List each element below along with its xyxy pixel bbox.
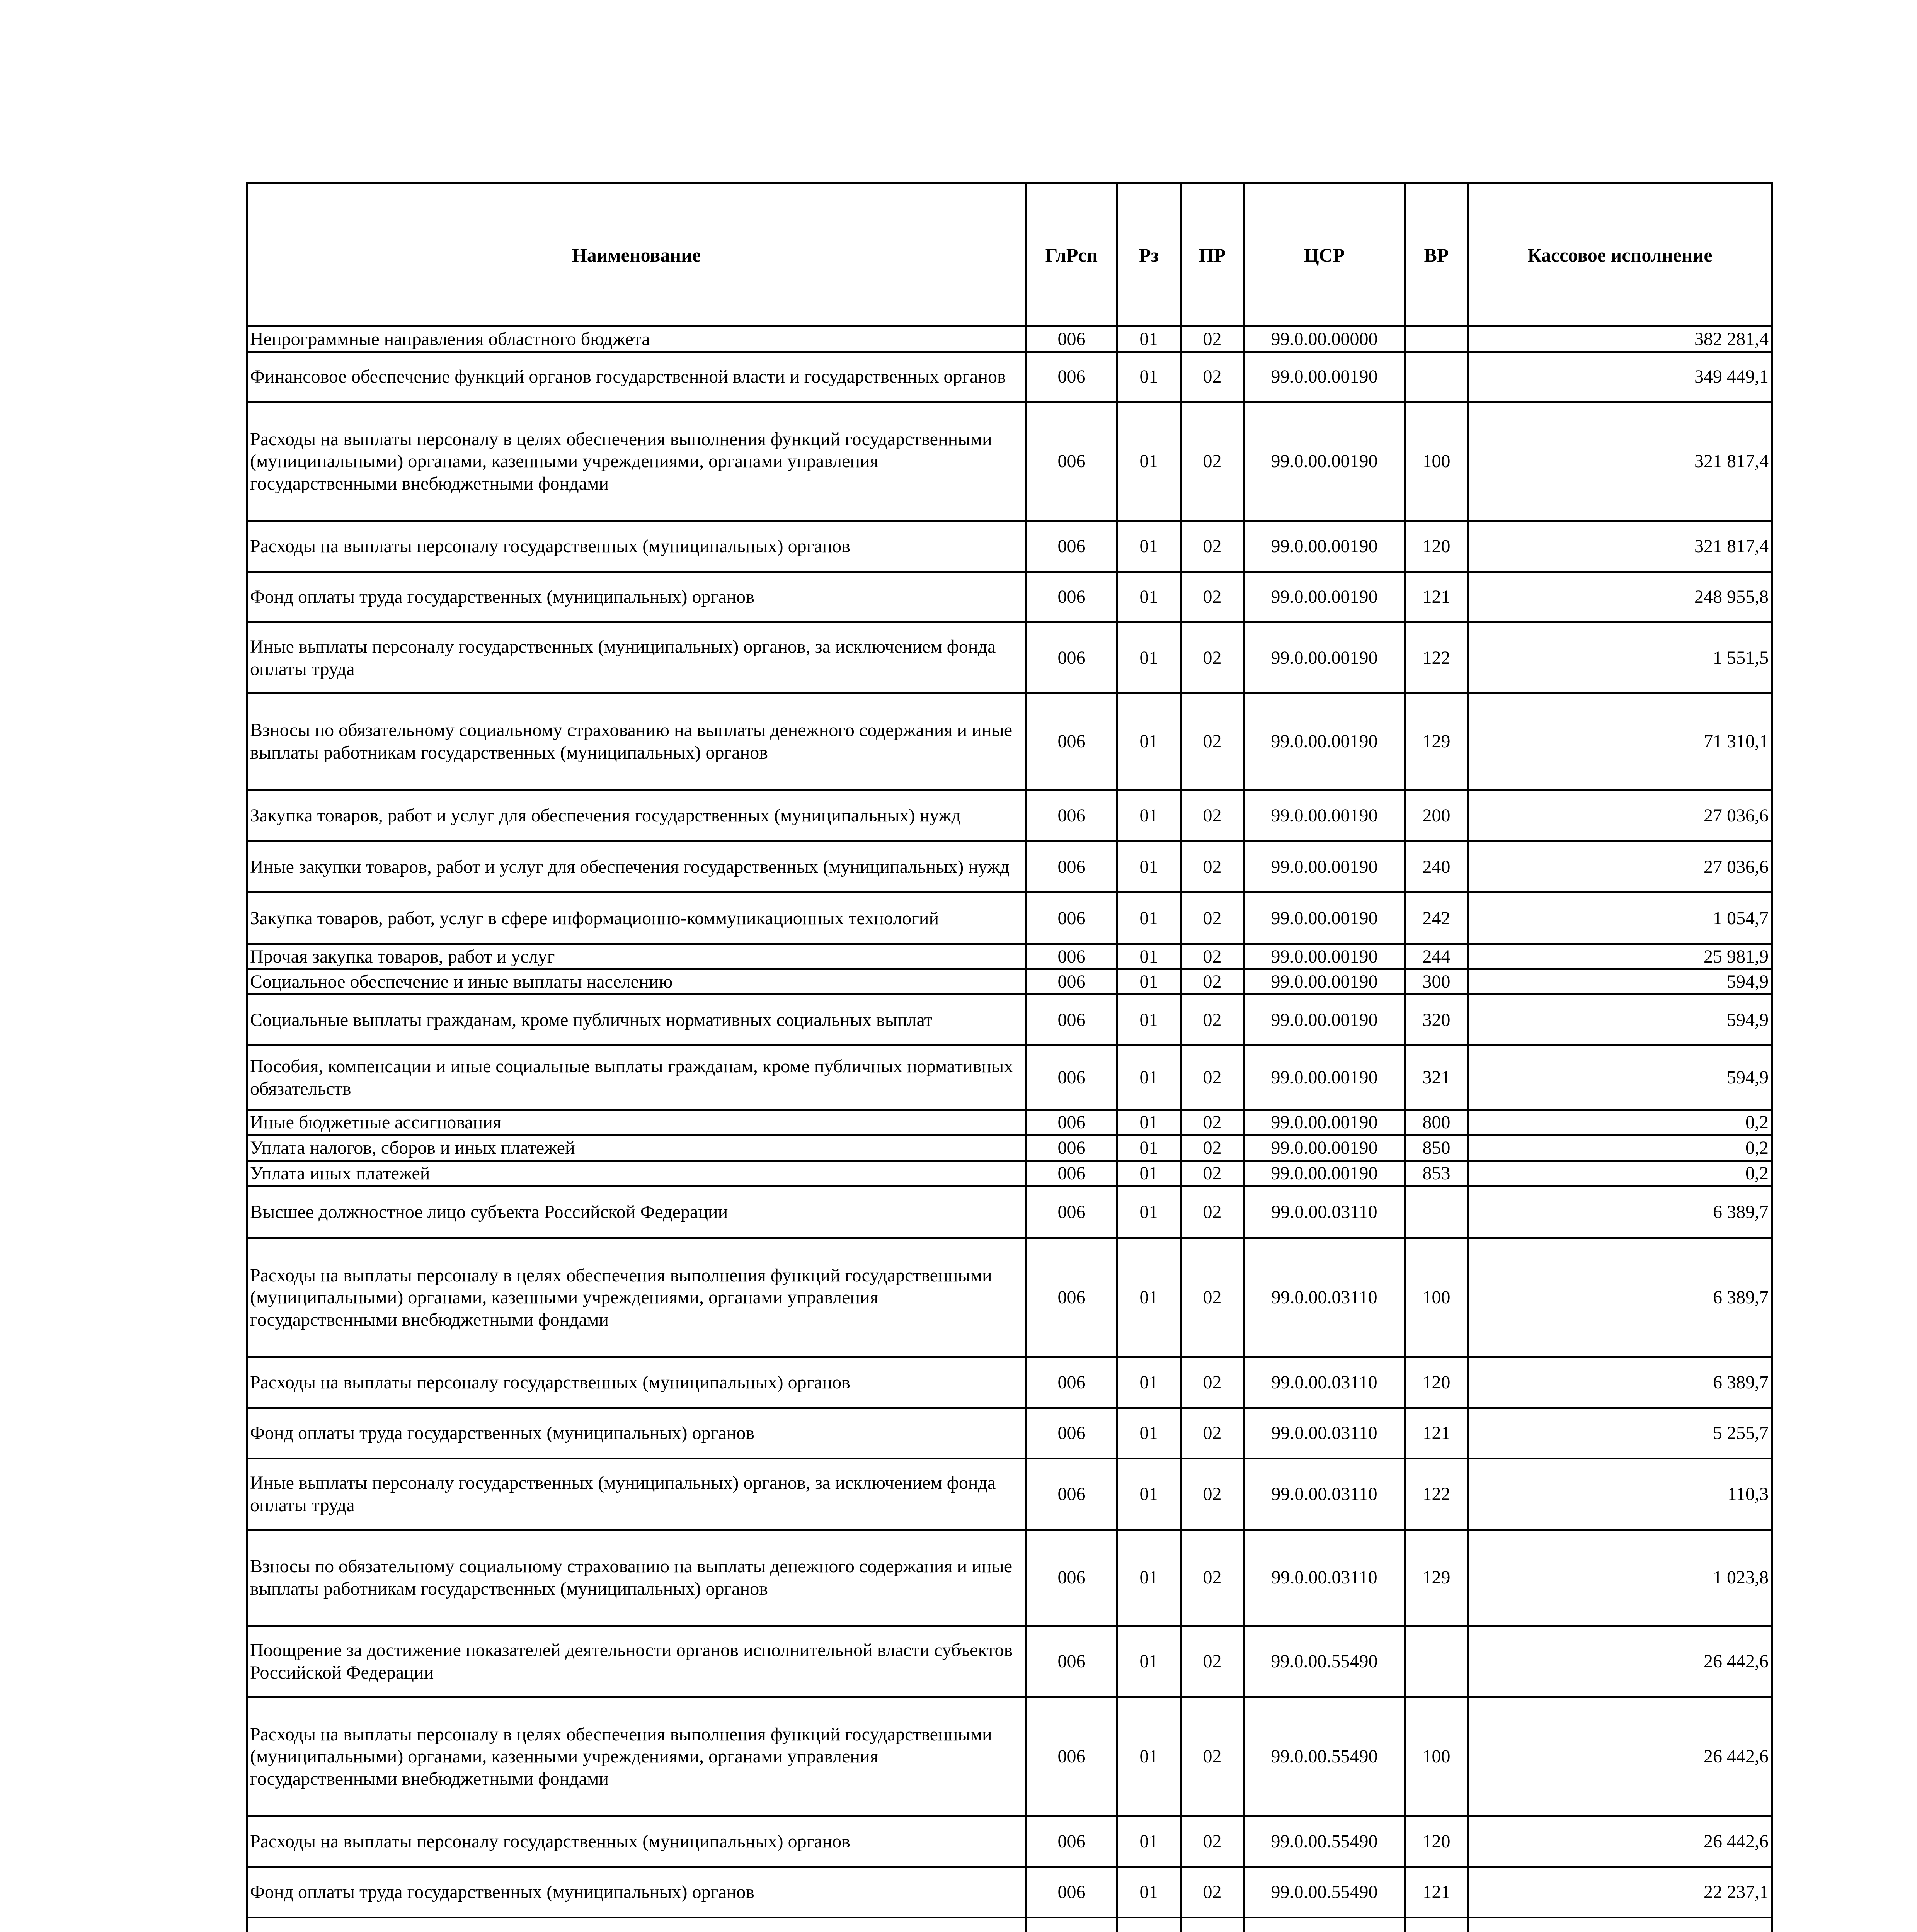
row-rz: 01 (1117, 1046, 1181, 1110)
row-csr: 99.0.00.00190 (1244, 1046, 1405, 1110)
table-row (247, 1186, 1772, 1238)
row-vr: 122 (1405, 1459, 1468, 1530)
row-name: Расходы на выплаты персоналу в целях обеспечения выполнения функций государственными (муниципальными) органами, казенными учреждениями, органами управления государственными внебюджетными фондами (247, 1697, 1026, 1816)
row-csr: 99.0.00.00190 (1244, 694, 1405, 790)
budget-execution-table (246, 182, 1773, 1932)
row-glrsp: 006 (1026, 969, 1117, 995)
table-row (247, 327, 1772, 352)
header-glrsp: ГлРсп (1026, 184, 1117, 327)
row-vr: 122 (1405, 622, 1468, 694)
row-amount: 248 955,8 (1468, 572, 1772, 622)
row-name: Социальные выплаты гражданам, кроме публичных нормативных социальных выплат (247, 995, 1026, 1046)
row-vr: 121 (1405, 1408, 1468, 1459)
row-glrsp: 006 (1026, 521, 1117, 572)
row-pr: 02 (1181, 1110, 1244, 1135)
row-amount: 0,2 (1468, 1110, 1772, 1135)
row-glrsp: 006 (1026, 1357, 1117, 1408)
row-pr: 02 (1181, 402, 1244, 521)
row-pr: 02 (1181, 1046, 1244, 1110)
row-name: Расходы на выплаты персоналу в целях обеспечения выполнения функций государственными (муниципальными) органами, казенными учреждениями, органами управления государственными внебюджетными фондами (247, 1238, 1026, 1357)
row-vr (1405, 352, 1468, 402)
row-rz: 01 (1117, 1357, 1181, 1408)
row-pr: 02 (1181, 521, 1244, 572)
row-rz: 01 (1117, 521, 1181, 572)
row-name: Закупка товаров, работ и услуг для обеспечения государственных (муниципальных) нужд (247, 790, 1026, 842)
row-rz: 01 (1117, 622, 1181, 694)
row-pr: 02 (1181, 1408, 1244, 1459)
row-amount: 0,2 (1468, 1135, 1772, 1161)
row-glrsp: 006 (1026, 352, 1117, 402)
row-vr: 100 (1405, 402, 1468, 521)
row-pr: 02 (1181, 1186, 1244, 1238)
row-name: Взносы по обязательному социальному страхованию на выплаты денежного содержания и иные выплаты работникам государственных (муниципальных) органов (247, 1530, 1026, 1626)
row-amount: 6 389,7 (1468, 1238, 1772, 1357)
table-row (247, 1626, 1772, 1697)
row-vr: 244 (1405, 944, 1468, 969)
row-name: Непрограммные направления областного бюджета (247, 327, 1026, 352)
row-csr: 99.0.00.00190 (1244, 969, 1405, 995)
row-csr: 99.0.00.00190 (1244, 521, 1405, 572)
row-pr: 02 (1181, 694, 1244, 790)
row-pr: 02 (1181, 1459, 1244, 1530)
row-vr: 200 (1405, 790, 1468, 842)
row-glrsp: 006 (1026, 1626, 1117, 1697)
row-name: Расходы на выплаты персоналу государственных (муниципальных) органов (247, 1357, 1026, 1408)
row-rz: 01 (1117, 1186, 1181, 1238)
table-row (247, 1459, 1772, 1530)
row-pr: 02 (1181, 842, 1244, 893)
row-vr (1405, 1186, 1468, 1238)
row-glrsp: 006 (1026, 1697, 1117, 1816)
row-vr: 320 (1405, 995, 1468, 1046)
row-glrsp: 006 (1026, 622, 1117, 694)
row-rz: 01 (1117, 327, 1181, 352)
table-row (247, 1408, 1772, 1459)
table-row (247, 622, 1772, 694)
row-rz: 01 (1117, 1697, 1181, 1816)
row-name (247, 1918, 1026, 1932)
row-vr: 321 (1405, 1046, 1468, 1110)
row-name: Иные выплаты персоналу государственных (муниципальных) органов, за исключением фонда оплаты труда (247, 622, 1026, 694)
row-vr: 120 (1405, 1357, 1468, 1408)
row-vr (1405, 327, 1468, 352)
table-row (247, 1238, 1772, 1357)
table-row (247, 842, 1772, 893)
row-name: Социальное обеспечение и иные выплаты населению (247, 969, 1026, 995)
row-csr: 99.0.00.00190 (1244, 893, 1405, 944)
row-csr: 99.0.00.03110 (1244, 1238, 1405, 1357)
row-pr: 02 (1181, 622, 1244, 694)
row-glrsp: 006 (1026, 1530, 1117, 1626)
row-glrsp: 006 (1026, 1816, 1117, 1867)
row-csr: 99.0.00.55490 (1244, 1867, 1405, 1918)
row-pr: 02 (1181, 995, 1244, 1046)
row-rz: 01 (1117, 893, 1181, 944)
row-pr: 02 (1181, 572, 1244, 622)
row-vr: 800 (1405, 1110, 1468, 1135)
row-csr: 99.0.00.00190 (1244, 790, 1405, 842)
row-name: Закупка товаров, работ, услуг в сфере информационно-коммуникационных технологий (247, 893, 1026, 944)
header-rz: Рз (1117, 184, 1181, 327)
row-amount: 22 237,1 (1468, 1867, 1772, 1918)
row-rz: 01 (1117, 944, 1181, 969)
row-amount: 594,9 (1468, 995, 1772, 1046)
table-row (247, 944, 1772, 969)
row-csr: 99.0.00.00190 (1244, 995, 1405, 1046)
row-csr: 99.0.00.00190 (1244, 1161, 1405, 1186)
row-amount: 1 551,5 (1468, 622, 1772, 694)
row-csr: 99.0.00.00190 (1244, 352, 1405, 402)
row-vr: 242 (1405, 893, 1468, 944)
row-pr: 02 (1181, 352, 1244, 402)
row-rz: 01 (1117, 1135, 1181, 1161)
table-row (247, 995, 1772, 1046)
row-rz (1117, 1918, 1181, 1932)
row-pr: 02 (1181, 1357, 1244, 1408)
row-rz: 01 (1117, 1408, 1181, 1459)
row-amount: 6 389,7 (1468, 1357, 1772, 1408)
row-glrsp: 006 (1026, 327, 1117, 352)
row-glrsp: 006 (1026, 944, 1117, 969)
row-pr: 02 (1181, 1697, 1244, 1816)
header-csr: ЦСР (1244, 184, 1405, 327)
row-amount: 25 981,9 (1468, 944, 1772, 969)
row-rz: 01 (1117, 1867, 1181, 1918)
row-pr: 02 (1181, 790, 1244, 842)
row-pr: 02 (1181, 969, 1244, 995)
row-csr: 99.0.00.55490 (1244, 1816, 1405, 1867)
row-rz: 01 (1117, 1110, 1181, 1135)
row-csr: 99.0.00.00000 (1244, 327, 1405, 352)
row-vr: 120 (1405, 521, 1468, 572)
row-vr: 853 (1405, 1161, 1468, 1186)
header-amount: Кассовое исполнение (1468, 184, 1772, 327)
row-name: Иные бюджетные ассигнования (247, 1110, 1026, 1135)
row-glrsp: 006 (1026, 1186, 1117, 1238)
row-csr: 99.0.00.03110 (1244, 1408, 1405, 1459)
row-csr: 99.0.00.00190 (1244, 622, 1405, 694)
row-csr: 99.0.00.00190 (1244, 944, 1405, 969)
row-glrsp: 006 (1026, 1459, 1117, 1530)
row-name: Фонд оплаты труда государственных (муниципальных) органов (247, 1867, 1026, 1918)
table-row (247, 402, 1772, 521)
row-rz: 01 (1117, 402, 1181, 521)
row-name: Уплата иных платежей (247, 1161, 1026, 1186)
table-row (247, 1530, 1772, 1626)
row-rz: 01 (1117, 1626, 1181, 1697)
row-vr (1405, 1626, 1468, 1697)
row-pr: 02 (1181, 327, 1244, 352)
row-amount: 0,2 (1468, 1161, 1772, 1186)
row-name: Расходы на выплаты персоналу государственных (муниципальных) органов (247, 1816, 1026, 1867)
row-glrsp (1026, 1918, 1117, 1932)
row-csr: 99.0.00.03110 (1244, 1186, 1405, 1238)
row-name: Иные выплаты персоналу государственных (муниципальных) органов, за исключением фонда оплаты труда (247, 1459, 1026, 1530)
row-amount: 321 817,4 (1468, 402, 1772, 521)
row-amount: 26 442,6 (1468, 1626, 1772, 1697)
row-glrsp: 006 (1026, 1867, 1117, 1918)
row-glrsp: 006 (1026, 572, 1117, 622)
table-row (247, 1918, 1772, 1932)
table-row (247, 521, 1772, 572)
row-rz: 01 (1117, 352, 1181, 402)
row-rz: 01 (1117, 1459, 1181, 1530)
row-vr (1405, 1918, 1468, 1932)
row-glrsp: 006 (1026, 1408, 1117, 1459)
row-vr: 121 (1405, 1867, 1468, 1918)
row-csr: 99.0.00.00190 (1244, 842, 1405, 893)
row-name: Иные закупки товаров, работ и услуг для обеспечения государственных (муниципальных) нужд (247, 842, 1026, 893)
row-glrsp: 006 (1026, 893, 1117, 944)
table-row (247, 572, 1772, 622)
row-csr: 99.0.00.03110 (1244, 1530, 1405, 1626)
row-csr: 99.0.00.03110 (1244, 1459, 1405, 1530)
row-name: Расходы на выплаты персоналу в целях обеспечения выполнения функций государственными (муниципальными) органами, казенными учреждениями, органами управления государственными внебюджетными фондами (247, 402, 1026, 521)
row-name: Поощрение за достижение показателей деятельности органов исполнительной власти субъектов Российской Федерации (247, 1626, 1026, 1697)
row-amount: 6 389,7 (1468, 1186, 1772, 1238)
row-amount: 27 036,6 (1468, 842, 1772, 893)
row-name: Уплата налогов, сборов и иных платежей (247, 1135, 1026, 1161)
row-name: Взносы по обязательному социальному страхованию на выплаты денежного содержания и иные выплаты работникам государственных (муниципальных) органов (247, 694, 1026, 790)
row-csr: 99.0.00.00190 (1244, 572, 1405, 622)
row-glrsp: 006 (1026, 1110, 1117, 1135)
table-row (247, 1867, 1772, 1918)
row-rz: 01 (1117, 790, 1181, 842)
row-amount: 5 255,7 (1468, 1408, 1772, 1459)
row-csr (1244, 1918, 1405, 1932)
row-vr: 121 (1405, 572, 1468, 622)
row-amount: 382 281,4 (1468, 327, 1772, 352)
table-row (247, 694, 1772, 790)
table-row (247, 1135, 1772, 1161)
row-vr: 129 (1405, 694, 1468, 790)
table-row (247, 352, 1772, 402)
row-amount: 594,9 (1468, 969, 1772, 995)
row-amount: 1 054,7 (1468, 893, 1772, 944)
row-pr: 02 (1181, 944, 1244, 969)
row-amount: 27 036,6 (1468, 790, 1772, 842)
row-name: Высшее должностное лицо субъекта Российской Федерации (247, 1186, 1026, 1238)
row-amount: 321 817,4 (1468, 521, 1772, 572)
table-row (247, 790, 1772, 842)
row-glrsp: 006 (1026, 790, 1117, 842)
row-rz: 01 (1117, 1161, 1181, 1186)
row-csr: 99.0.00.55490 (1244, 1697, 1405, 1816)
row-amount: 26 442,6 (1468, 1816, 1772, 1867)
row-name: Пособия, компенсации и иные социальные выплаты гражданам, кроме публичных нормативных обязательств (247, 1046, 1026, 1110)
row-pr: 02 (1181, 893, 1244, 944)
row-csr: 99.0.00.55490 (1244, 1626, 1405, 1697)
header-name: Наименование (247, 184, 1026, 327)
row-vr: 240 (1405, 842, 1468, 893)
row-amount: 71 310,1 (1468, 694, 1772, 790)
row-vr: 100 (1405, 1238, 1468, 1357)
row-glrsp: 006 (1026, 995, 1117, 1046)
table-row (247, 1046, 1772, 1110)
row-name: Фонд оплаты труда государственных (муниципальных) органов (247, 572, 1026, 622)
row-amount: 110,3 (1468, 1459, 1772, 1530)
table-row (247, 1357, 1772, 1408)
row-glrsp: 006 (1026, 402, 1117, 521)
row-glrsp: 006 (1026, 694, 1117, 790)
row-amount: 594,9 (1468, 1046, 1772, 1110)
row-rz: 01 (1117, 995, 1181, 1046)
row-name: Финансовое обеспечение функций органов государственной власти и государственных органов (247, 352, 1026, 402)
row-glrsp: 006 (1026, 1046, 1117, 1110)
row-amount: 26 442,6 (1468, 1697, 1772, 1816)
row-pr (1181, 1918, 1244, 1932)
table-row (247, 1697, 1772, 1816)
row-pr: 02 (1181, 1135, 1244, 1161)
row-pr: 02 (1181, 1161, 1244, 1186)
table-row (247, 1816, 1772, 1867)
row-vr: 120 (1405, 1816, 1468, 1867)
row-rz: 01 (1117, 969, 1181, 995)
row-name: Прочая закупка товаров, работ и услуг (247, 944, 1026, 969)
row-rz: 01 (1117, 842, 1181, 893)
row-csr: 99.0.00.00190 (1244, 1135, 1405, 1161)
row-csr: 99.0.00.00190 (1244, 1110, 1405, 1135)
table-row (247, 969, 1772, 995)
row-csr: 99.0.00.00190 (1244, 402, 1405, 521)
row-pr: 02 (1181, 1867, 1244, 1918)
row-csr: 99.0.00.03110 (1244, 1357, 1405, 1408)
row-name: Фонд оплаты труда государственных (муниципальных) органов (247, 1408, 1026, 1459)
row-glrsp: 006 (1026, 1238, 1117, 1357)
row-amount (1468, 1918, 1772, 1932)
row-vr: 300 (1405, 969, 1468, 995)
row-pr: 02 (1181, 1816, 1244, 1867)
row-pr: 02 (1181, 1238, 1244, 1357)
table-row (247, 893, 1772, 944)
row-name: Расходы на выплаты персоналу государственных (муниципальных) органов (247, 521, 1026, 572)
header-vr: ВР (1405, 184, 1468, 327)
row-vr: 850 (1405, 1135, 1468, 1161)
row-rz: 01 (1117, 1238, 1181, 1357)
row-glrsp: 006 (1026, 1161, 1117, 1186)
row-vr: 129 (1405, 1530, 1468, 1626)
row-rz: 01 (1117, 694, 1181, 790)
row-amount: 1 023,8 (1468, 1530, 1772, 1626)
row-glrsp: 006 (1026, 1135, 1117, 1161)
row-rz: 01 (1117, 1816, 1181, 1867)
row-pr: 02 (1181, 1626, 1244, 1697)
header-pr: ПР (1181, 184, 1244, 327)
row-glrsp: 006 (1026, 842, 1117, 893)
row-rz: 01 (1117, 1530, 1181, 1626)
table-row (247, 1110, 1772, 1135)
row-vr: 100 (1405, 1697, 1468, 1816)
row-amount: 349 449,1 (1468, 352, 1772, 402)
table-row (247, 1161, 1772, 1186)
table-header-row (247, 184, 1772, 327)
row-rz: 01 (1117, 572, 1181, 622)
row-pr: 02 (1181, 1530, 1244, 1626)
